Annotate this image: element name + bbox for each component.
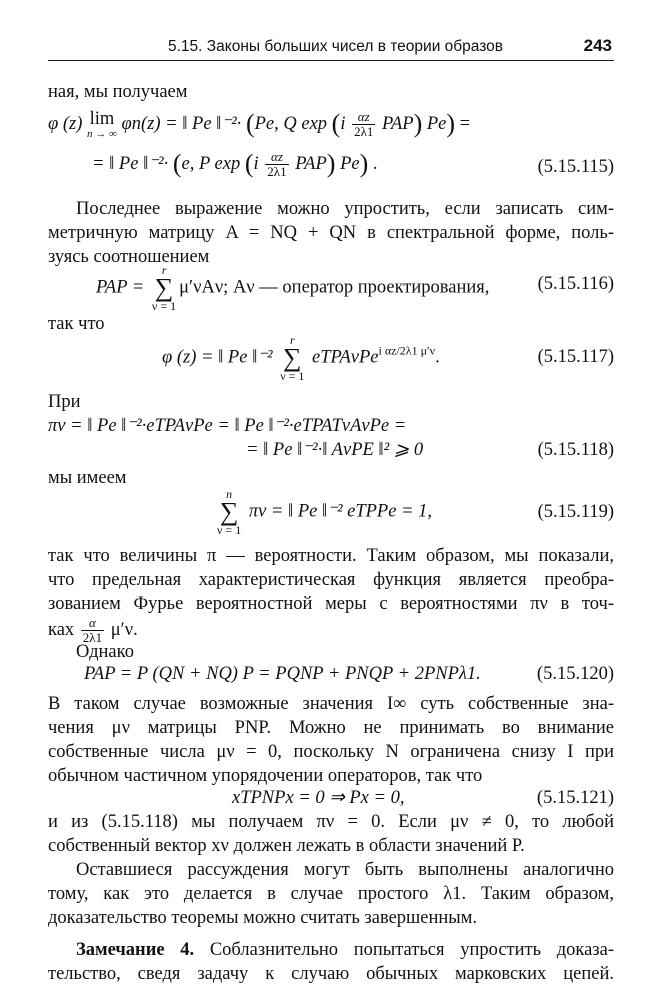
- fraction: $\frac{\alpha}{2\lambda 1}$: [82, 615, 103, 645]
- equation-number: (5.15.116): [537, 274, 614, 294]
- equation-number: (5.15.117): [537, 347, 614, 367]
- remark-label: Замечание 4.: [76, 940, 195, 960]
- text-line: ная, мы получаем: [48, 82, 188, 102]
- text-line: обычном частичном упорядочении операторов, так что: [48, 766, 483, 786]
- page-header: [48, 34, 614, 61]
- text-line: При: [48, 392, 81, 412]
- fraction: $\frac{\alpha z}{2\lambda 1}$: [354, 109, 374, 139]
- sum-symbol: r ∑ ν = 1: [280, 333, 305, 383]
- text-line: собственные числа μν = 0, поскольку N ограничена снизу I при: [48, 742, 614, 762]
- text-line: доказательство теоремы можно считать завершенным.: [48, 908, 478, 928]
- text-line: Оставшиеся рассуждения могут быть выполнены аналогично: [76, 860, 614, 880]
- equation-120: PAP = P (QN + NQ) P = PQNP + PNQP + 2PNPλ1.: [84, 664, 481, 684]
- lim-subscript: n → ∞: [87, 128, 117, 140]
- sum-symbol: r ∑ ν = 1: [151, 263, 177, 313]
- eq-text: Pe: [422, 113, 447, 134]
- equation-121: xTPNPx = 0 ⇒ Px = 0,: [232, 788, 405, 808]
- text-line: В таком случае возможные значения I∞ суть собственные зна-: [48, 694, 614, 714]
- eq-text: i: [340, 113, 351, 134]
- text-line: собственный вектор xν должен лежать в области значений P.: [48, 836, 525, 856]
- lim-text: lim: [89, 109, 115, 129]
- fraction: $\frac{\alpha z}{2\lambda 1}$: [267, 149, 287, 179]
- eq-text: = ‖ Pe ‖⁻²·: [92, 153, 173, 174]
- text-line: метричную матрицу A = NQ + QN в спектральной форме, поль-: [48, 223, 614, 243]
- limit-operator: [87, 110, 117, 140]
- text-line: ках $\frac{\alpha}{2\lambda 1}$ μ′ν.: [48, 615, 138, 645]
- equation-115-line-2: = ‖ Pe ‖⁻²· (e, P exp (i $\frac{\alpha z}{2\lambda 1}$ PAP) Pe) .: [92, 148, 378, 179]
- equation-number: (5.15.121): [536, 788, 614, 808]
- eq-text: =: [455, 113, 471, 134]
- text-line: что предельная характеристическая функция является преобра-: [48, 570, 614, 590]
- text-line: так что величины π — вероятности. Таким образом, мы показали,: [48, 546, 614, 566]
- text-line: тому, как это делается в случае простого λ1. Таким образом,: [48, 884, 614, 904]
- text-line: и из (5.15.118) мы получаем πν = 0. Если μν ≠ 0, то любой: [48, 812, 614, 832]
- eq-text: e, P exp: [181, 153, 245, 174]
- equation-115-line-1: φ (z) lim n → ∞ φn(z) = ‖ Pe ‖⁻²· (Pe, Q exp (i $\frac{\alpha z}{2\lambda 1}$ PAP) Pe) =: [48, 108, 471, 140]
- page-number: 243: [583, 36, 612, 55]
- eq-text: PAP =: [96, 277, 149, 298]
- text-line: зованием Фурье вероятностной меры с вероятностями πν в точ-: [48, 594, 614, 614]
- exponent: i αz/2λ1 μ′ν: [378, 343, 436, 358]
- eq-text: PAP: [377, 113, 414, 134]
- eq-text: eTPAνPe: [307, 347, 379, 368]
- equation-116: [96, 264, 489, 312]
- eq-text: Pe: [335, 153, 360, 174]
- equation-number: (5.15.120): [536, 664, 614, 684]
- eq-text: φn(z) = ‖ Pe ‖⁻²·: [116, 113, 246, 134]
- eq-text: πν = ‖ Pe ‖⁻² eTPPe = 1,: [244, 501, 433, 522]
- eq-text: .: [368, 153, 378, 174]
- text-line: Замечание 4. Соблазнительно попытаться упростить доказа-: [76, 940, 614, 960]
- eq-text: μ′νAν; Aν — оператор проектирования,: [179, 277, 490, 298]
- text-line: чения μν матрицы PNP. Можно не принимать во внимание: [48, 718, 614, 738]
- text-line: тельство, сведя задачу к случаю обычных марковских цепей.: [48, 964, 614, 984]
- text-line: зуясь соотношением: [48, 247, 210, 267]
- equation-118-line-2: = ‖ Pe ‖⁻²·‖ AνPE ‖² ⩾ 0: [246, 440, 424, 460]
- equation-number: (5.15.118): [537, 440, 614, 460]
- eq-text: Pe, Q exp: [254, 113, 332, 134]
- text-line: мы имеем: [48, 468, 127, 488]
- equation-number: (5.15.115): [537, 157, 614, 177]
- sum-symbol: n ∑ ν = 1: [217, 487, 242, 537]
- text-line: Последнее выражение можно упростить, если записать сим-: [76, 199, 614, 219]
- equation-number: (5.15.119): [537, 502, 614, 522]
- equation-119: [214, 488, 432, 536]
- running-title: 5.15. Законы больших чисел в теории образов: [168, 38, 504, 55]
- text-line: Однако: [76, 642, 134, 662]
- eq-text: φ (z): [48, 113, 88, 134]
- text-line: так что: [48, 314, 105, 334]
- equation-117: φ (z) = ‖ Pe ‖⁻² r ∑ ν = 1 eTPAνPe$^{i \alpha z/2\lambda 1 \mu'\nu}$.: [162, 333, 440, 383]
- equation-118-line-1: πν = ‖ Pe ‖⁻²·eTPAνPe = ‖ Pe ‖⁻²·eTPATνAνPe =: [48, 416, 407, 436]
- eq-text: φ (z) = ‖ Pe ‖⁻²: [162, 347, 278, 368]
